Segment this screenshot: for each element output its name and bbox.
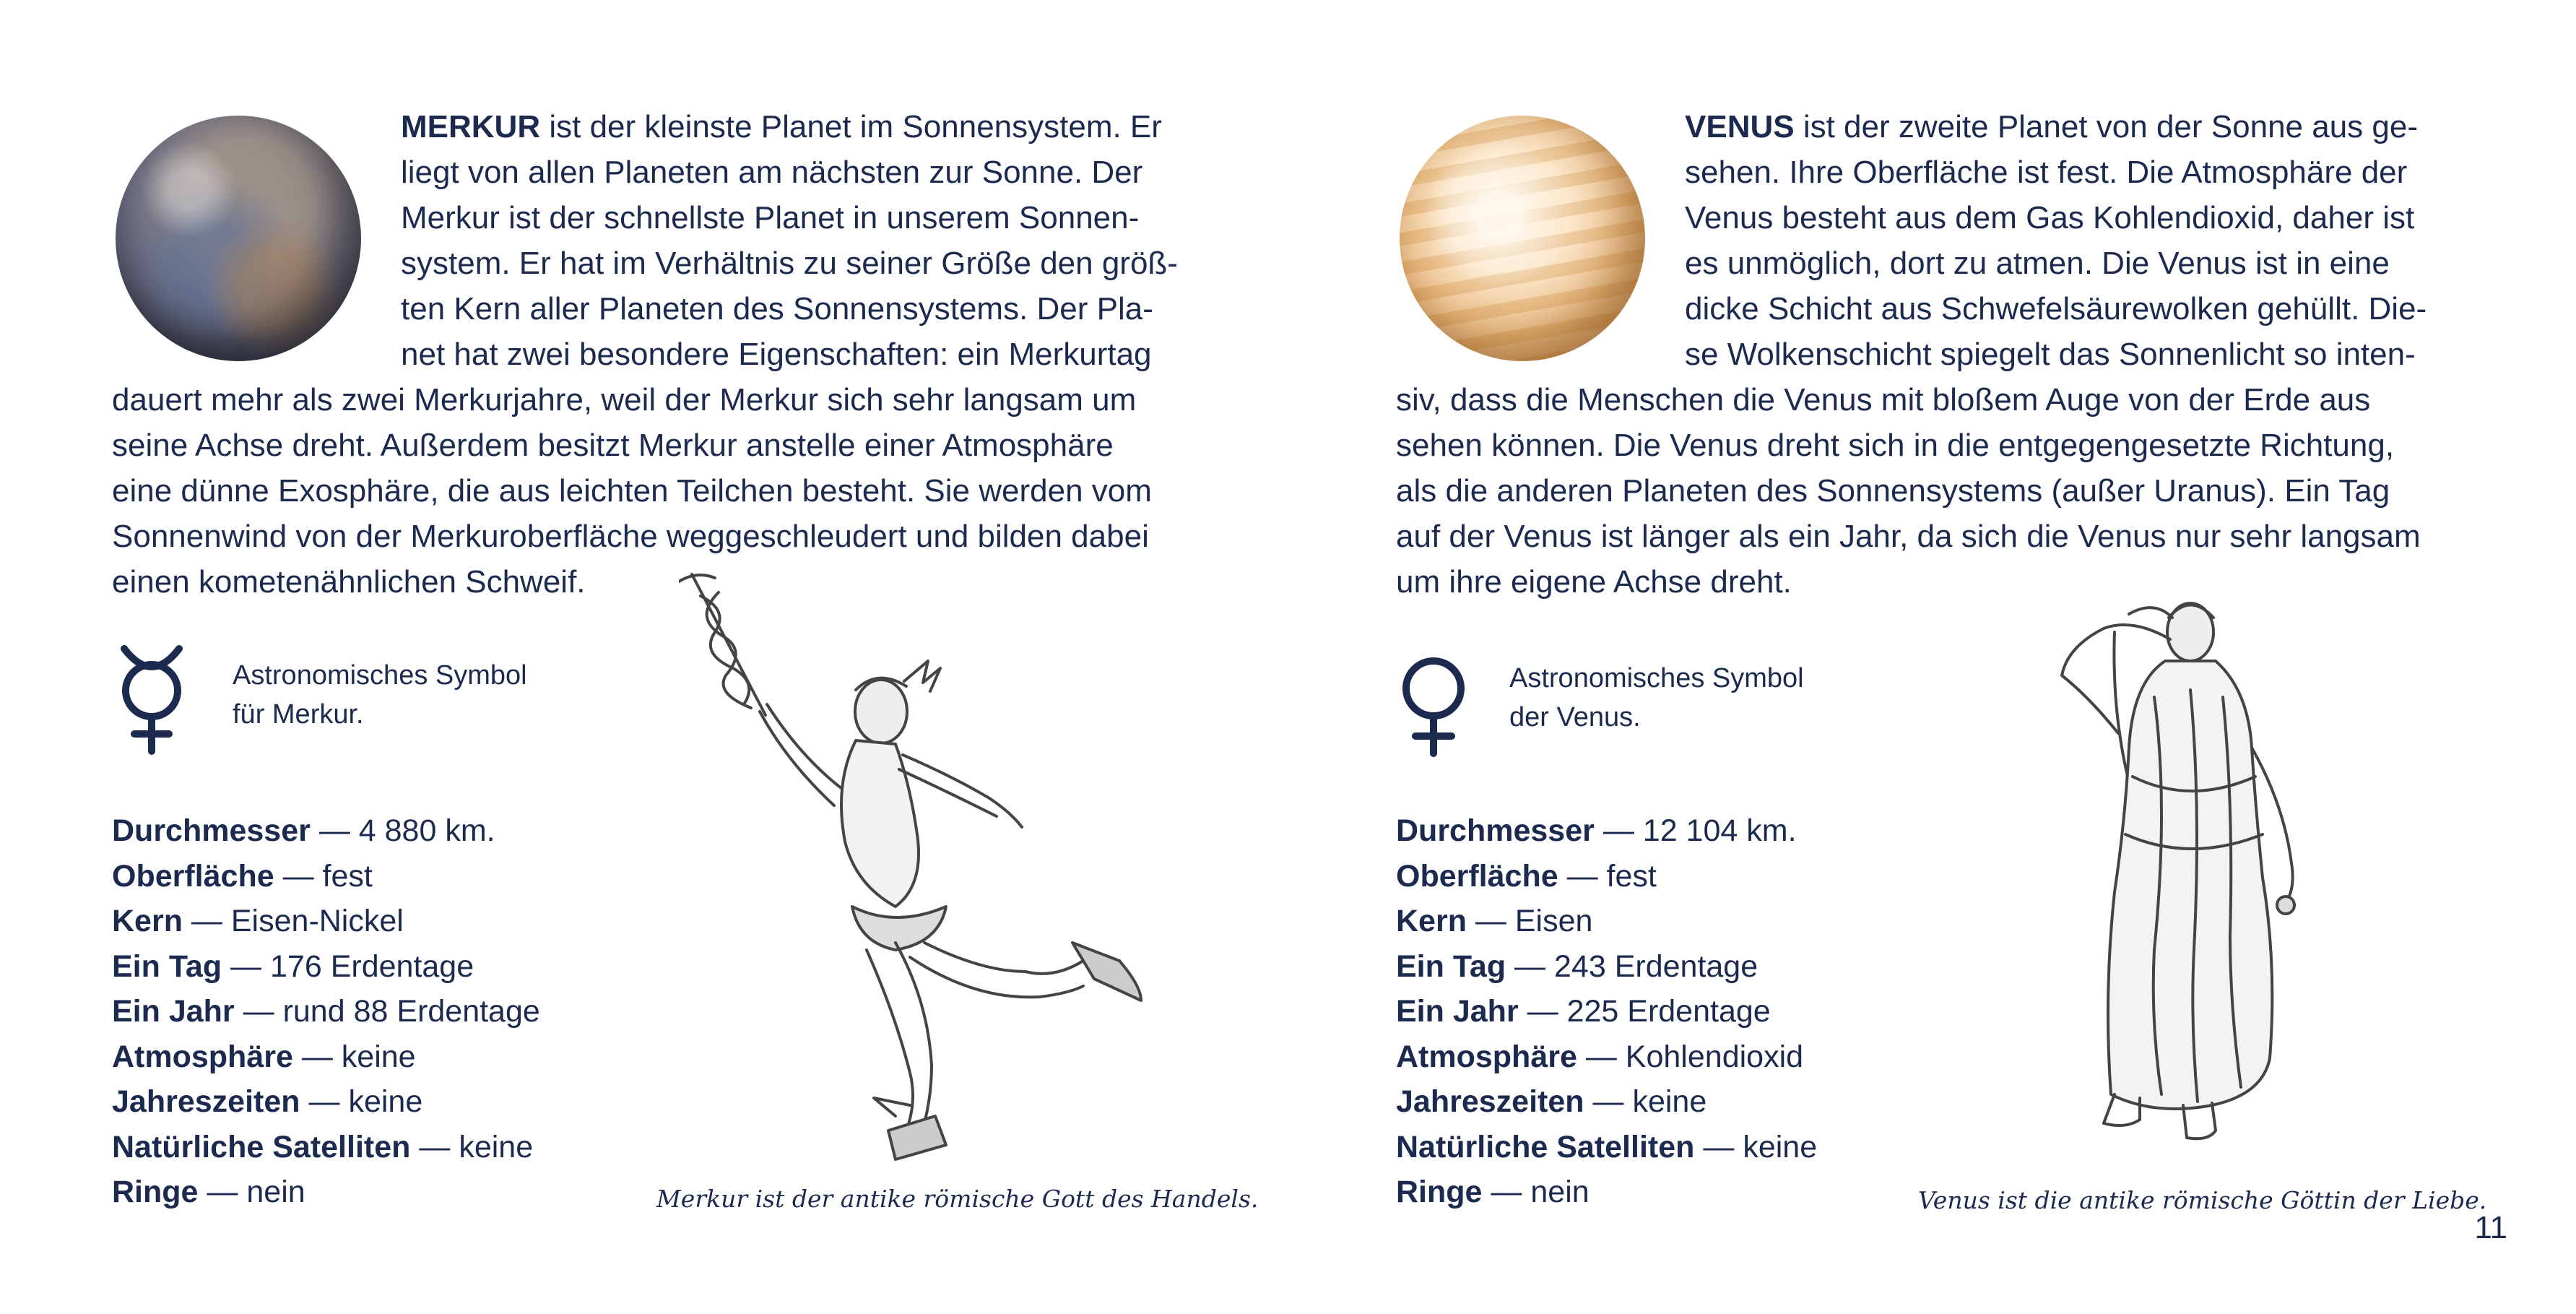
venus-intro-line: siv, dass die Menschen die Venus mit bloßem Auge von der Erde aus	[1396, 382, 2371, 418]
venus-caption: Venus ist die antike römische Göttin der Liebe.	[1918, 1186, 2487, 1214]
mercury-intro-line: ist der kleinste Planet im Sonnensystem. Er	[549, 109, 1162, 144]
fact-item: Ein Jahr — 225 Erdentage	[1396, 994, 1771, 1029]
venus-intro-line: als die anderen Planeten des Sonnensystems (außer Uranus). Ein Tag	[1396, 473, 2390, 509]
fact-item: Atmosphäre — keine	[112, 1039, 416, 1074]
mercury-intro-line: seine Achse dreht. Außerdem besitzt Merkur anstelle einer Atmosphäre	[112, 428, 1114, 463]
mercury-intro-line: Merkur ist der schnellste Planet in unserem Sonnen-	[401, 200, 1140, 235]
fact-item: Ein Tag — 243 Erdentage	[1396, 948, 1758, 984]
venus-symbol-icon	[1394, 654, 1473, 758]
mercury-caption: Merkur ist der antike römische Gott des Handels.	[656, 1185, 1259, 1213]
venus-facts-list	[1396, 808, 1817, 1215]
venus-planet-image	[1400, 116, 1645, 361]
venus-intro-line: es unmöglich, dort zu atmen. Die Venus ist in eine	[1685, 246, 2390, 281]
mercury-intro-line: eine dünne Exosphäre, die aus leichten Teilchen besteht. Sie werden vom	[112, 473, 1152, 509]
venus-name: VENUS	[1685, 109, 1795, 144]
mercury-symbol-icon	[108, 641, 195, 757]
mercury-intro-line: ten Kern aller Planeten des Sonnensystems. Der Pla-	[401, 291, 1153, 327]
fact-item: Natürliche Satelliten — keine	[112, 1129, 534, 1164]
fact-item: Kern — Eisen	[1396, 904, 1593, 938]
fact-item: Kern — Eisen-Nickel	[112, 904, 404, 938]
venus-intro-narrow	[1685, 104, 2537, 377]
venus-intro-line: sehen können. Die Venus dreht sich in die entgegengesetzte Richtung,	[1396, 428, 2395, 463]
mercury-intro-line: system. Er hat im Verhältnis zu seiner Größe den größ-	[401, 246, 1178, 281]
venus-symbol-caption: Astronomisches Symbol der Venus.	[1509, 663, 1804, 732]
fact-item: Natürliche Satelliten — keine	[1396, 1129, 1818, 1164]
mercury-facts-list	[112, 808, 540, 1215]
fact-item: Ein Jahr — rund 88 Erdentage	[112, 994, 540, 1029]
venus-intro-wide	[1396, 377, 2566, 605]
venus-intro-line: ist der zweite Planet von der Sonne aus ge-	[1803, 109, 2418, 144]
mercury-intro-line: Sonnenwind von der Merkuroberfläche weggeschleudert und bilden dabei	[112, 519, 1149, 554]
venus-intro-line: auf der Venus ist länger als ein Jahr, da sich die Venus nur sehr langsam	[1396, 519, 2421, 554]
fact-item: Oberfläche — fest	[1396, 858, 1657, 894]
fact-item: Jahreszeiten — keine	[1396, 1084, 1707, 1119]
mercury-planet-image	[116, 116, 361, 361]
fact-item: Ein Tag — 176 Erdentage	[112, 948, 474, 984]
fact-item: Ringe — nein	[112, 1175, 305, 1209]
venus-intro-line: dicke Schicht aus Schwefelsäurewolken gehüllt. Die-	[1685, 291, 2427, 327]
mercury-symbol-caption: Astronomisches Symbol für Merkur.	[233, 660, 527, 730]
venus-goddess-illustration	[2046, 589, 2320, 1167]
mercury-intro-line: dauert mehr als zwei Merkurjahre, weil der Merkur sich sehr langsam um	[112, 382, 1137, 418]
mercury-god-illustration	[679, 567, 1170, 1174]
fact-item: Jahreszeiten — keine	[112, 1084, 423, 1119]
page-number: 11	[2474, 1210, 2507, 1245]
mercury-name: MERKUR	[401, 109, 541, 144]
fact-item: Ringe — nein	[1396, 1175, 1590, 1209]
fact-item: Oberfläche — fest	[112, 858, 373, 894]
mercury-intro-line: net hat zwei besondere Eigenschaften: ein Merkurtag	[401, 337, 1152, 372]
venus-intro-line: se Wolkenschicht spiegelt das Sonnenlicht so inten-	[1685, 337, 2416, 372]
fact-item: Durchmesser — 4 880 km.	[112, 813, 495, 848]
mercury-intro-narrow	[401, 104, 1253, 377]
venus-intro-line: sehen. Ihre Oberfläche ist fest. Die Atmosphäre der	[1685, 155, 2408, 190]
mercury-intro-line: einen kometenähnlichen Schweif.	[112, 564, 586, 600]
venus-intro-line: um ihre eigene Achse dreht.	[1396, 564, 1792, 600]
venus-intro-line: Venus besteht aus dem Gas Kohlendioxid, daher ist	[1685, 200, 2415, 235]
mercury-intro-line: liegt von allen Planeten am nächsten zur Sonne. Der	[401, 155, 1143, 190]
fact-item: Durchmesser — 12 104 km.	[1396, 813, 1797, 848]
fact-item: Atmosphäre — Kohlendioxid	[1396, 1039, 1804, 1074]
